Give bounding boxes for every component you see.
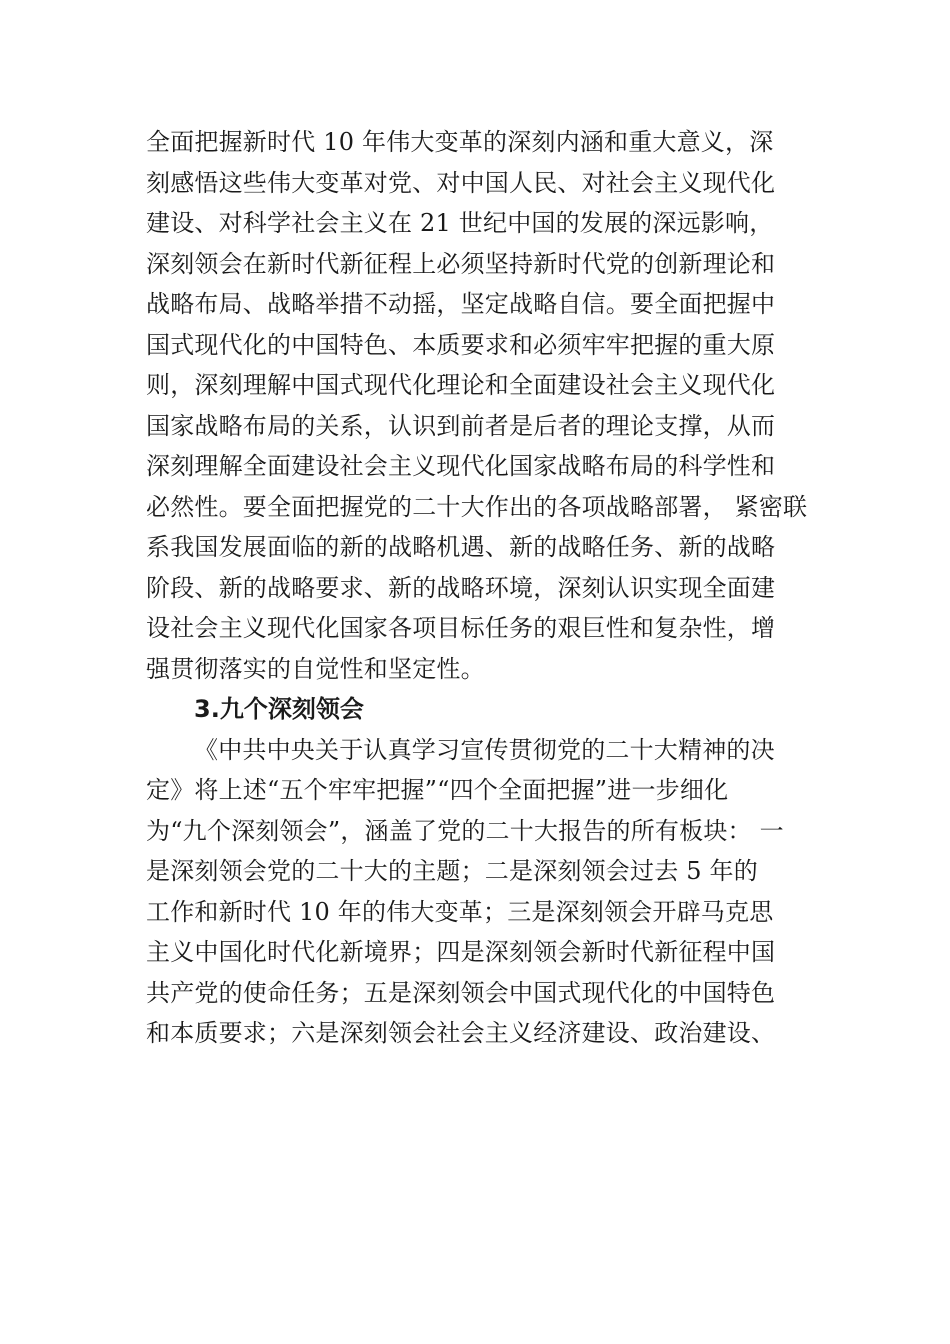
- paragraph-1-line-8: 国家战略布局的关系，认识到前者是后者的理论支撑，从而: [146, 411, 776, 440]
- paragraph-1-line-13: 设社会主义现代化国家各项目标任务的艰巨性和复杂性，增: [146, 614, 776, 642]
- section-heading: 3.九个深刻领会: [194, 695, 364, 723]
- paragraph-1-line-9: 深刻理解全面建设社会主义现代化国家战略布局的科学性和: [146, 452, 776, 480]
- paragraph-2-line-5: 工作和新时代 10 年的伟大变革；三是深刻领会开辟马克思: [146, 897, 774, 926]
- paragraph-2-line-2: 定》将上述“五个牢牢把握”“四个全面把握”进一步细化: [146, 776, 729, 804]
- paragraph-2-line-7: 共产党的使命任务；五是深刻领会中国式现代化的中国特色: [146, 978, 776, 1007]
- paragraph-1-line-12: 阶段、新的战略要求、新的战略环境，深刻认识实现全面建: [146, 573, 776, 602]
- paragraph-1-line-3: 建设、对科学社会主义在 21 世纪中国的发展的深远影响，: [146, 209, 774, 237]
- paragraph-2-line-4: 是深刻领会党的二十大的主题；二是深刻领会过去 5 年的: [146, 857, 758, 885]
- paragraph-1-line-1: 全面把握新时代 10 年伟大变革的深刻内涵和重大意义，深: [146, 128, 774, 156]
- paragraph-1-line-4: 深刻领会在新时代新征程上必须坚持新时代党的创新理论和: [146, 249, 776, 278]
- paragraph-1-line-14: 强贯彻落实的自觉性和坚定性。: [146, 654, 485, 683]
- paragraph-1-line-10: 必然性。要全面把握党的二十大作出的各项战略部署， 紧密联: [146, 492, 808, 521]
- document-body: [146, 122, 836, 1054]
- paragraph-1-line-6: 国式现代化的中国特色、本质要求和必须牢牢把握的重大原: [146, 330, 776, 359]
- paragraph-2-line-8: 和本质要求；六是深刻领会社会主义经济建设、政治建设、: [146, 1019, 776, 1047]
- paragraph-1-line-11: 系我国发展面临的新的战略机遇、新的战略任务、新的战略: [146, 533, 776, 561]
- paragraph-2-line-6: 主义中国化时代化新境界；四是深刻领会新时代新征程中国: [146, 938, 776, 966]
- paragraph-2-line-1: 《中共中央关于认真学习宣传贯彻党的二十大精神的决: [194, 735, 775, 764]
- paragraph-1-line-5: 战略布局、战略举措不动摇，坚定战略自信。要全面把握中: [146, 290, 776, 318]
- paragraph-1-line-7: 则，深刻理解中国式现代化理论和全面建设社会主义现代化: [146, 371, 776, 399]
- paragraph-1-line-2: 刻感悟这些伟大变革对党、对中国人民、对社会主义现代化: [146, 168, 776, 197]
- paragraph-2-line-3: 为“九个深刻领会”，涵盖了党的二十大报告的所有板块： 一: [146, 816, 784, 845]
